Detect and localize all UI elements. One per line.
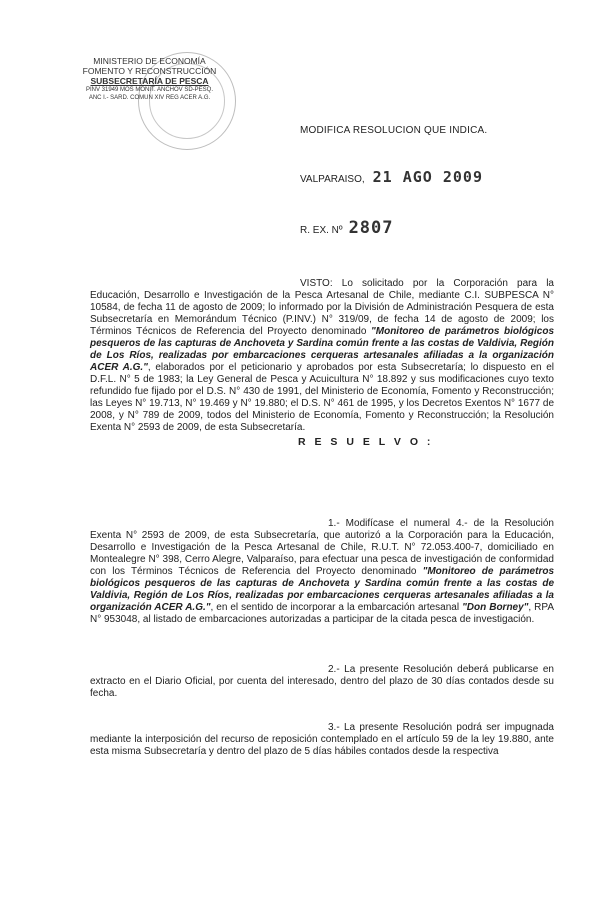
article-2 — [90, 664, 554, 700]
subsecretaria-line: SUBSECRETARÍA DE PESCA — [90, 76, 209, 86]
place-label: VALPARAISO, — [300, 174, 365, 185]
vessel-name: "Don Borney" — [462, 602, 529, 613]
visto-paragraph — [90, 278, 554, 434]
article-1-text-b: , en el sentido de incorporar a la embarcación artesanal — [210, 602, 463, 613]
place-date-line — [300, 168, 483, 186]
reference-line-1: PINV 31949 MOS MONIT. ANCHOV SD-PESQ. — [85, 87, 214, 93]
date-stamp: 21 AGO 2009 — [372, 168, 483, 186]
article-3-text: 3.- La presente Resolución podrá ser impugnada mediante la interposición del recurso de reposición contemplado en el artículo 59 de la ley 19.880, ante esta misma Subsecretaría y dentro del plazo de 5 días hábiles contados desde la respectiva — [90, 722, 554, 757]
ministry-line-2: FOMENTO Y RECONSTRUCCIÓN — [82, 66, 217, 76]
rex-label: R. EX. Nº — [300, 225, 343, 236]
article-3 — [90, 722, 554, 758]
visto-text-part-1: VISTO: Lo solicitado por la Corporación para la Educación, Desarrollo e Investigación de la Pesca Artesanal de Chile, mediante C.I. SUBPESCA N° 10584, de fecha 11 de agosto de 2009; lo informado por la División de Administración Pesquera de esta Subsecretaría en Memorándum Técnico (P.INV.) N° 319/09, de fecha 14 de agosto de 2009; los Términos Técnicos de Referencia del Proyecto denominado — [90, 278, 554, 337]
reference-line-2: ANC I.- SARD. COMUN XIV REG ACER A.G. — [88, 95, 211, 101]
visto-project-title: "Monitoreo de parámetros biológicos pesqueros de las capturas de Anchoveta y Sardina común frente a las costas de Valdivia, Región de Los Ríos, realizadas por embarcaciones cerqueras artesanales afiliadas a la organización ACER A.G." — [90, 326, 555, 373]
resolution-number: 2807 — [348, 218, 394, 238]
article-1-text-a: 1.- Modifícase el numeral 4.- de la Resolución Exenta N° 2593 de 2009, de esta Subsecretaría, que autorizó a la Corporación para la Educación, Desarrollo e Investigación de la Pesca Artesanal de Chile, R.U.T. N° 72.053.400-7, domiciliado en Montealegre N° 398, Cerro Alegre, Valparaíso, para efectuar una pesca de investigación de conformidad con los Términos Técnicos de Referencia del Proyecto denominado — [90, 518, 554, 577]
visto-text-part-2: , elaborados por el peticionario y aprobados por esta Subsecretaría; lo dispuesto en el D.F.L. N° 5 de 1983; la Ley General de Pesca y Acuicultura N° 18.892 y sus modificaciones cuyo texto refundido fue fijado por el D.S. N° 430 de 1991, del Ministerio de Economía, Fomento y Reconstrucción; las Leyes N° 19.713, N° 19.469 y N° 19.880; el D.S. N° 461 de 1995, y los Decretos Exentos N° 1677 de 2008, y N° 789 de 2009, todos del Ministerio de Economía, Fomento y Reconstrucción; la Resolución Exenta N° 2593 de 2009, de esta Subsecretaría. — [90, 362, 554, 433]
ministry-line-1: MINISTERIO DE ECONOMÍA — [93, 56, 206, 66]
article-1-text-c: , RPA N° 953048, al listado de embarcaciones autorizadas a participar de la citada pesca de investigación. — [90, 602, 554, 625]
article-1-project-title: "Monitoreo de parámetros biológicos pesqueros de las capturas de Anchoveta y Sardina común frente a las costas de Valdivia, Región de Los Ríos, realizadas por embarcaciones cerqueras artesanales afiliadas a la organización ACER A.G." — [90, 566, 555, 613]
resuelvo-heading: R E S U E L V O : — [298, 436, 434, 448]
document-subject: MODIFICA RESOLUCION QUE INDICA. — [300, 125, 488, 136]
article-1 — [90, 518, 554, 626]
resolution-number-line — [300, 218, 394, 238]
article-2-text: 2.- La presente Resolución deberá publicarse en extracto en el Diario Oficial, por cuenta del interesado, dentro del plazo de 30 días contados desde su fecha. — [90, 664, 554, 699]
letterhead — [62, 56, 237, 102]
